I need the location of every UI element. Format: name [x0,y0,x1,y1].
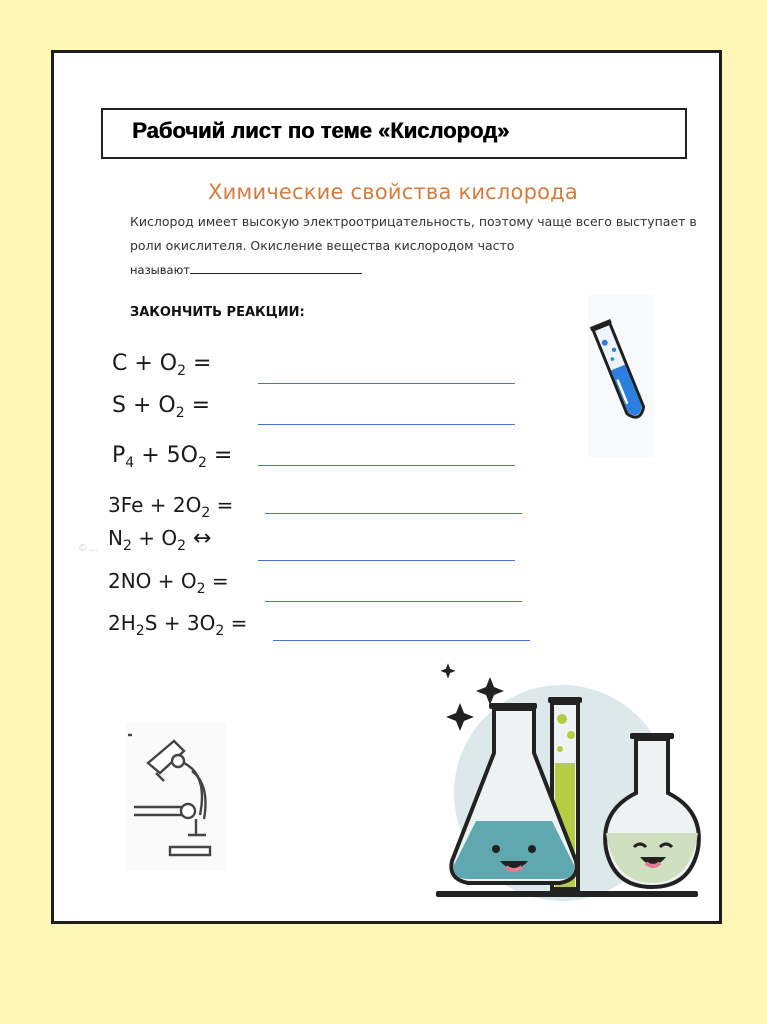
equation-5: $N_2 + O_2$ ↔ [108,526,212,554]
equation-2: $S + O_2$ = [112,393,211,421]
equation-6: $2NO + O_2$ = [108,569,229,597]
equation-7: $2H_2S + 3O_2$ = [108,611,248,639]
page-title: Рабочий лист по теме «Кислород» [101,108,687,159]
answer-line-4[interactable] [265,513,522,514]
intro-paragraph: Кислород имеет высокую электроотрицательность, поэтому чаще всего выступает в роли окислителя. Окисление вещества кислородом часто [130,214,697,253]
answer-line-5[interactable] [258,560,515,561]
answer-line-6[interactable] [265,601,522,602]
test-tube-illustration [588,295,654,457]
worksheet-page [51,50,722,924]
fill-prompt: называют [130,263,190,277]
answer-line-2[interactable] [258,424,515,425]
task-heading: ЗАКОНЧИТЬ РЕАКЦИИ: [130,305,305,320]
answer-line-3[interactable] [258,465,515,466]
answer-line-7[interactable] [273,640,530,641]
fill-blank[interactable] [190,263,362,274]
equation-4: $3Fe + 2O_2$ = [108,493,234,521]
test-tube-icon [588,295,654,457]
microscope-illustration [126,723,226,871]
flasks-illustration [434,653,704,903]
fill-in-sentence [130,263,362,277]
microscope-icon [126,723,226,871]
equation-3: $P_4 + 5O_2$ = [112,443,233,471]
equation-1: $C + O_2$ = [112,351,212,379]
answer-line-1[interactable] [258,383,515,384]
chemistry-flasks-icon [434,653,704,903]
watermark: © ... [79,543,98,554]
section-subtitle: Химические свойства кислорода [208,180,578,204]
